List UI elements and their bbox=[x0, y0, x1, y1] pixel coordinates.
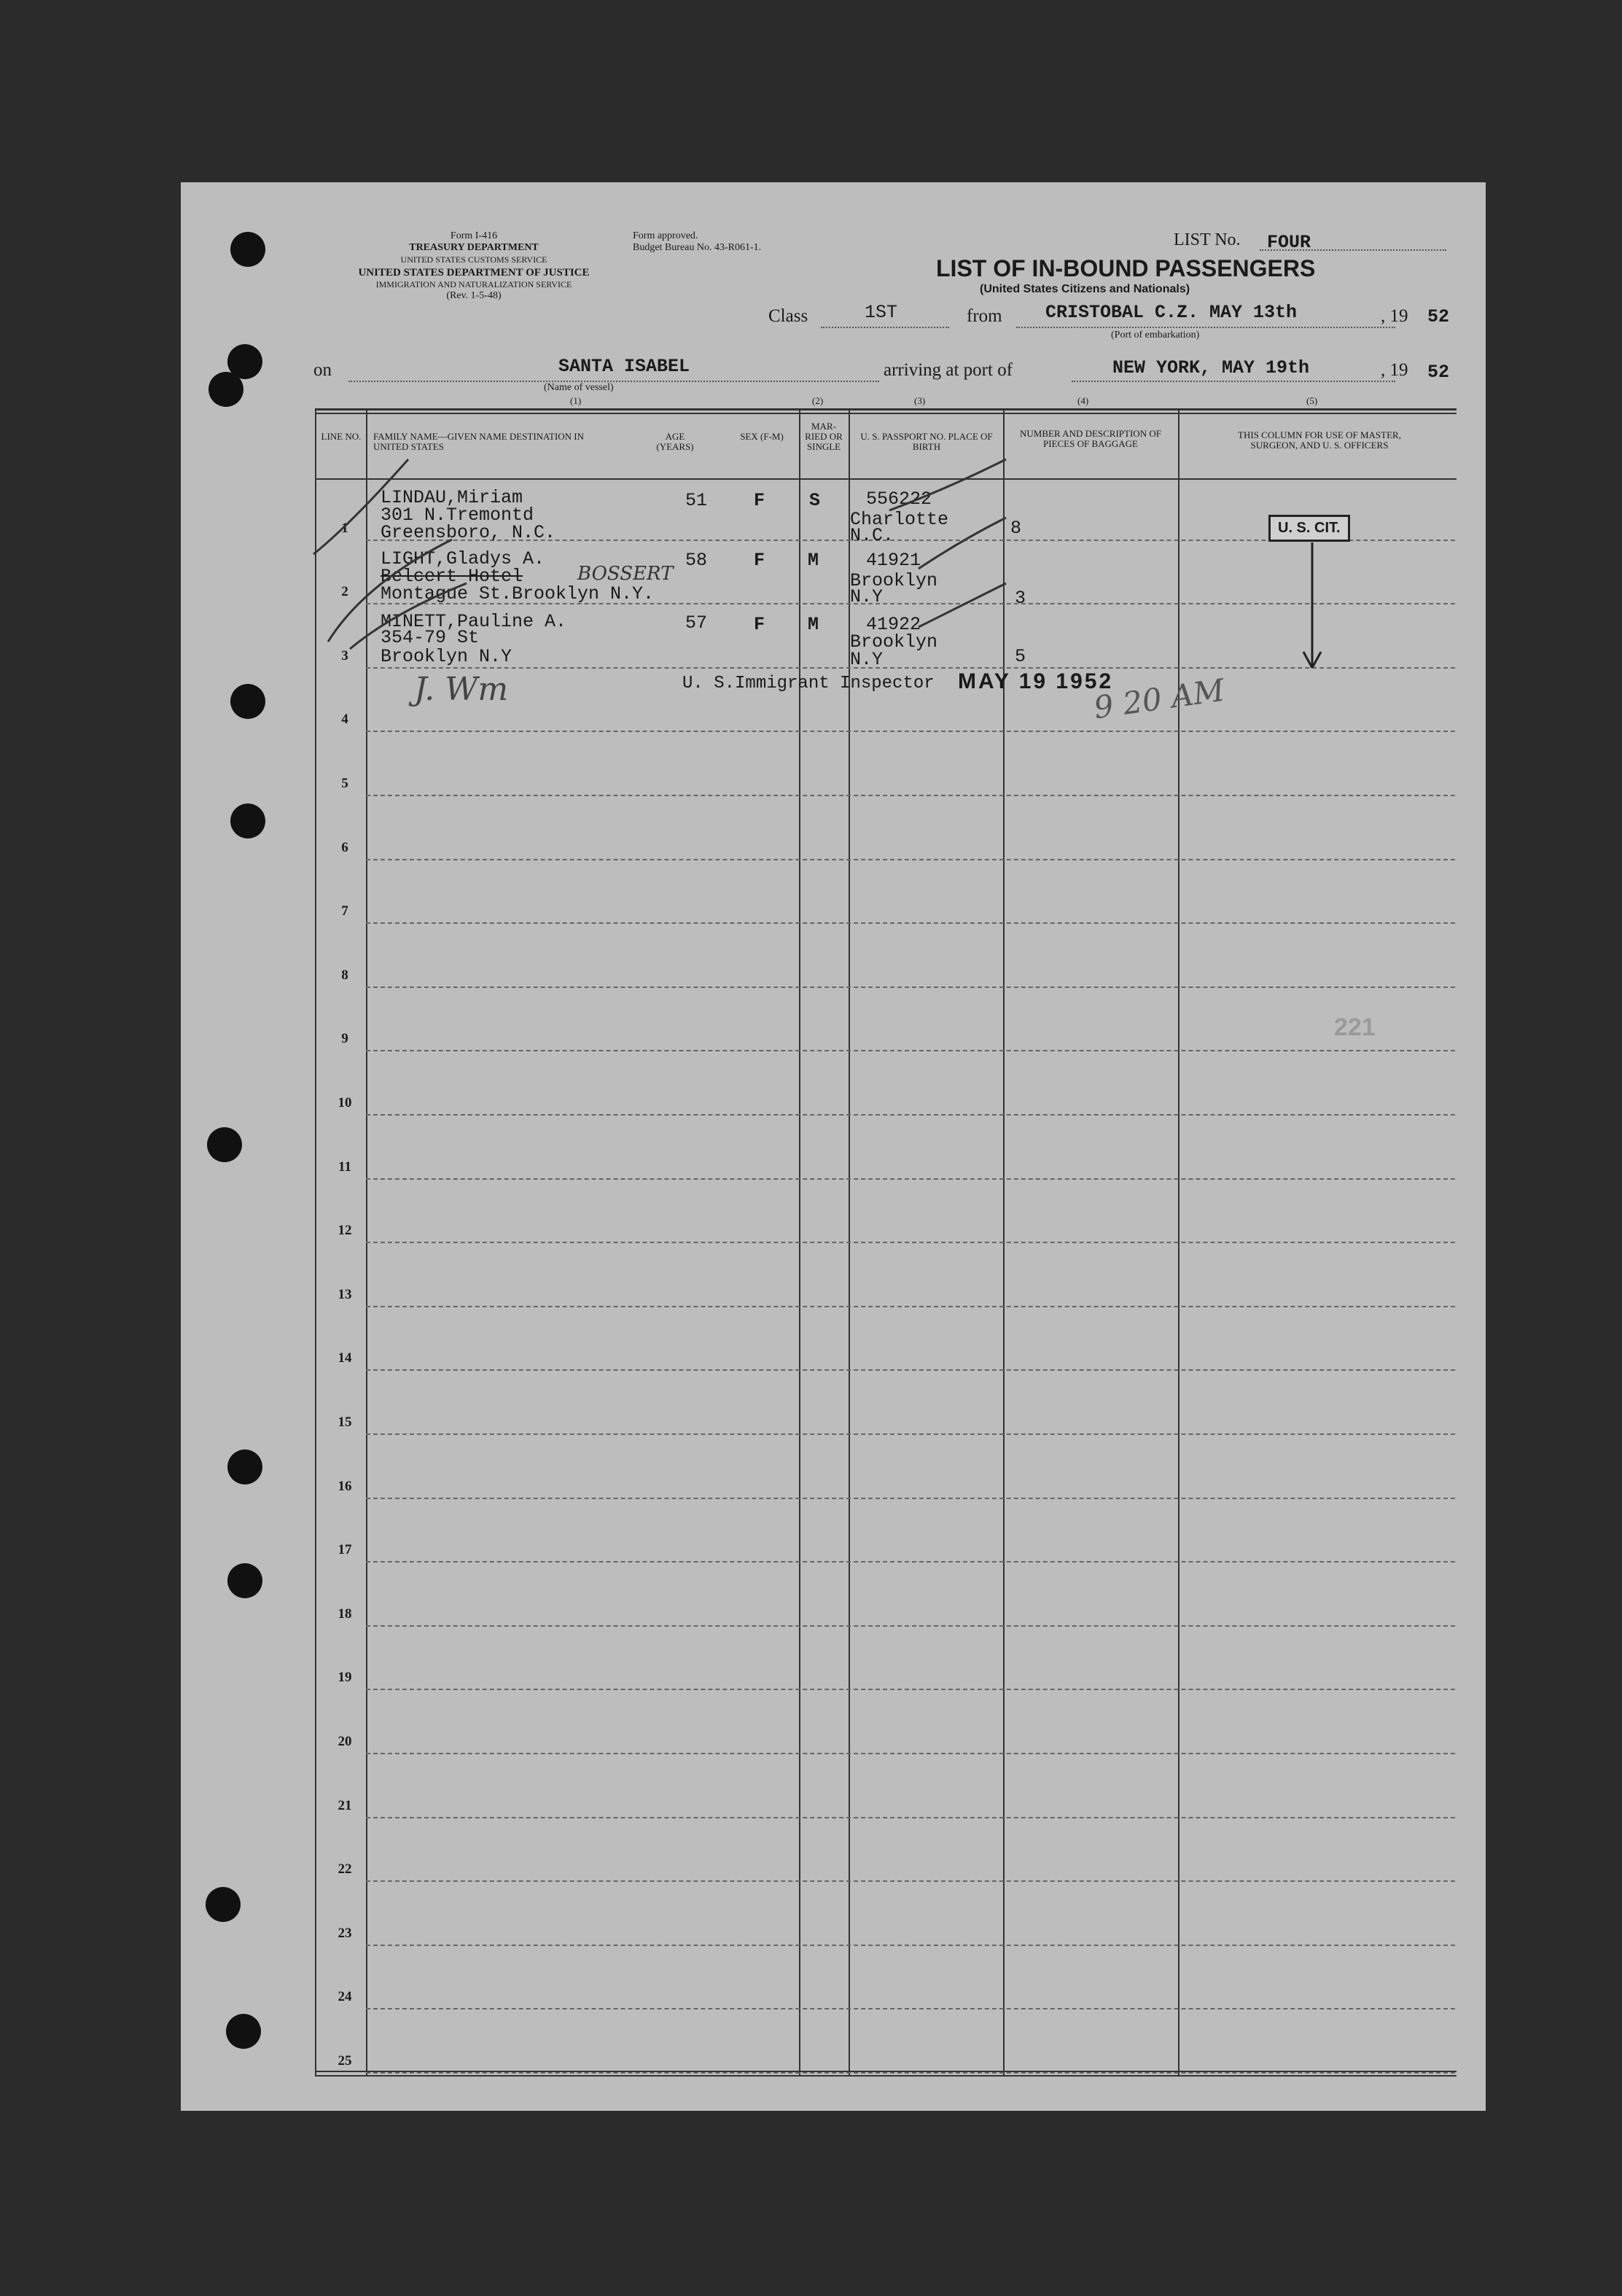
year-prefix-2: , 19 bbox=[1381, 360, 1408, 380]
passenger-name: LINDAU,Miriam bbox=[381, 487, 523, 508]
handwritten-correction: BOSSERT bbox=[577, 563, 674, 585]
line-number: 11 bbox=[338, 1159, 351, 1175]
col-header-line: LINE NO. bbox=[321, 431, 362, 442]
passenger-address: Montague St.Brooklyn N.Y. bbox=[381, 583, 655, 604]
vessel-name: SANTA ISABEL bbox=[558, 356, 690, 377]
year-value: 52 bbox=[1427, 306, 1450, 327]
from-label: from bbox=[967, 306, 1002, 326]
passenger-age: 51 bbox=[685, 490, 708, 511]
col-num: (1) bbox=[570, 395, 582, 406]
row-line bbox=[366, 1050, 1455, 1051]
col-header-age: AGE (YEARS) bbox=[656, 431, 694, 452]
line-number: 22 bbox=[338, 1861, 352, 1877]
line-number: 2 bbox=[341, 584, 348, 600]
line-number: 17 bbox=[338, 1542, 352, 1558]
col-header-officers: THIS COLUMN FOR USE OF MASTER, SURGEON, AND U. S. OFFICERS bbox=[1238, 429, 1401, 451]
approval-block bbox=[633, 230, 761, 254]
passenger-address: Greensboro, N.C. bbox=[381, 522, 556, 543]
col-num: (3) bbox=[914, 395, 926, 406]
col-num: (2) bbox=[812, 395, 824, 406]
passenger-sex: F bbox=[754, 490, 765, 511]
line-number: 6 bbox=[341, 839, 348, 855]
punch-hole bbox=[230, 232, 265, 267]
birthplace: Brooklyn bbox=[850, 570, 938, 591]
row-line bbox=[366, 1817, 1455, 1818]
birthplace: N.Y bbox=[850, 649, 884, 670]
inspection-time: 9 20 AM bbox=[1091, 672, 1227, 726]
inspector-signature: J. Wm bbox=[414, 671, 509, 708]
col-header-name: FAMILY NAME—GIVEN NAME DESTINATION IN UNITED STATES bbox=[373, 431, 585, 452]
row-line bbox=[366, 859, 1455, 860]
col-num: (5) bbox=[1306, 395, 1318, 406]
embarkation-value: CRISTOBAL C.Z. MAY 13th bbox=[1045, 302, 1298, 323]
punch-hole bbox=[208, 372, 243, 407]
page-subtitle: (United States Citizens and Nationals) bbox=[980, 283, 1190, 295]
list-label: LIST No. bbox=[1174, 230, 1241, 249]
passenger-sex: F bbox=[754, 614, 765, 635]
passport-number: 41921 bbox=[866, 550, 921, 571]
birthplace: N.Y bbox=[850, 586, 884, 607]
class-label: Class bbox=[768, 306, 808, 326]
line-number: 1 bbox=[341, 520, 348, 536]
row-line bbox=[366, 986, 1455, 988]
immigration-line: IMMIGRATION AND NATURALIZATION SERVICE bbox=[375, 279, 572, 289]
row-line bbox=[366, 2072, 1455, 2074]
birthplace: Brooklyn bbox=[850, 631, 938, 653]
col-header-married: MAR-RIED OR SINGLE bbox=[805, 421, 843, 452]
passenger-status: M bbox=[808, 614, 819, 635]
row-line bbox=[366, 1178, 1455, 1180]
passenger-name: LIGHT,Gladys A. bbox=[381, 548, 545, 569]
page-title: LIST OF IN-BOUND PASSENGERS bbox=[936, 255, 1316, 281]
inspection-date-stamp: MAY 19 1952 bbox=[958, 669, 1114, 693]
punch-hole bbox=[206, 1887, 241, 1922]
punch-hole bbox=[227, 1449, 262, 1484]
justice-line: UNITED STATES DEPARTMENT OF JUSTICE bbox=[358, 267, 590, 279]
form-header-block bbox=[313, 230, 634, 302]
passport-number: 41922 bbox=[866, 614, 921, 635]
class-value: 1ST bbox=[865, 302, 898, 323]
passenger-address: Belcert Hotel bbox=[381, 566, 523, 587]
line-number: 14 bbox=[338, 1350, 352, 1366]
row-line bbox=[366, 1945, 1455, 1946]
passport-number: 556222 bbox=[866, 489, 932, 510]
row-line bbox=[366, 922, 1455, 924]
punch-hole bbox=[227, 1563, 262, 1598]
birthplace: Charlotte bbox=[850, 509, 949, 530]
line-number: 25 bbox=[338, 2053, 352, 2069]
passenger-name: MINETT,Pauline A. bbox=[381, 611, 567, 632]
citizenship-stamp: U. S. CIT. bbox=[1268, 515, 1350, 542]
row-line bbox=[366, 1306, 1455, 1307]
line-number: 3 bbox=[341, 647, 348, 663]
arrival-value: NEW YORK, MAY 19th bbox=[1112, 357, 1310, 378]
line-number: 9 bbox=[341, 1031, 348, 1047]
passenger-sex: F bbox=[754, 550, 765, 571]
row-line bbox=[366, 1114, 1455, 1116]
check-marks bbox=[306, 452, 1035, 685]
row-line bbox=[366, 1625, 1455, 1627]
table-top-border bbox=[315, 408, 1457, 410]
line-number: 8 bbox=[341, 967, 348, 983]
line-number: 4 bbox=[341, 712, 348, 728]
passenger-address: Brooklyn N.Y bbox=[381, 646, 512, 667]
revision-line: (Rev. 1-5-48) bbox=[446, 290, 502, 301]
line-number: 18 bbox=[338, 1606, 352, 1622]
row-line bbox=[366, 1880, 1455, 1882]
passenger-status: S bbox=[809, 490, 821, 511]
row-line bbox=[366, 795, 1455, 796]
year-prefix: , 19 bbox=[1381, 306, 1408, 326]
arriving-label: arriving at port of bbox=[884, 360, 1013, 380]
col-header-sex: SEX (F-M) bbox=[740, 431, 784, 442]
punch-hole bbox=[230, 803, 265, 838]
passenger-age: 58 bbox=[685, 550, 708, 571]
col-num: (4) bbox=[1077, 395, 1089, 406]
list-value: FOUR bbox=[1267, 232, 1311, 253]
customs-line: UNITED STATES CUSTOMS SERVICE bbox=[400, 254, 547, 265]
line-number: 23 bbox=[338, 1925, 352, 1941]
on-label: on bbox=[313, 360, 332, 380]
line-number: 21 bbox=[338, 1797, 352, 1813]
row-line bbox=[366, 2008, 1455, 2009]
row-line bbox=[366, 731, 1455, 732]
punch-hole bbox=[207, 1127, 242, 1162]
row-line bbox=[366, 1689, 1455, 1690]
passenger-address: 354-79 St bbox=[381, 627, 480, 648]
year-value-2: 52 bbox=[1427, 362, 1450, 383]
stamp-arrow-icon bbox=[1298, 542, 1327, 674]
form-number: Form I-416 bbox=[450, 230, 498, 241]
punch-hole bbox=[226, 2014, 261, 2049]
line-number: 7 bbox=[341, 903, 348, 919]
line-number: 5 bbox=[341, 776, 348, 791]
vessel-caption: (Name of vessel) bbox=[544, 382, 614, 393]
row-line bbox=[366, 1242, 1455, 1243]
col-header-passport: U. S. PASSPORT NO. PLACE OF BIRTH bbox=[860, 431, 993, 452]
approval-line: Form approved. bbox=[633, 230, 698, 241]
budget-line: Budget Bureau No. 43-R061-1. bbox=[633, 242, 762, 253]
embarkation-caption: (Port of embarkation) bbox=[1111, 330, 1200, 340]
line-number: 16 bbox=[338, 1478, 352, 1494]
row-line bbox=[366, 1498, 1455, 1499]
page-number-stamp: 221 bbox=[1334, 1013, 1376, 1041]
baggage-count: 5 bbox=[1015, 646, 1026, 667]
passenger-status: M bbox=[808, 550, 819, 571]
line-number: 15 bbox=[338, 1414, 352, 1430]
passenger-address: 301 N.Tremontd bbox=[381, 505, 534, 526]
line-number: 13 bbox=[338, 1286, 352, 1302]
inspector-label: U. S.Immigrant Inspector bbox=[682, 674, 935, 693]
punch-hole bbox=[230, 684, 265, 719]
line-number: 24 bbox=[338, 1989, 352, 2005]
baggage-count: 3 bbox=[1015, 588, 1026, 609]
line-number: 10 bbox=[338, 1095, 352, 1110]
col-header-baggage: NUMBER AND DESCRIPTION OF PIECES OF BAGGAGE bbox=[1020, 428, 1161, 449]
row-line bbox=[366, 1753, 1455, 1754]
line-number: 19 bbox=[338, 1670, 352, 1686]
baggage-count: 8 bbox=[1010, 518, 1022, 539]
treasury-line: TREASURY DEPARTMENT bbox=[409, 242, 539, 253]
row-line bbox=[366, 1561, 1455, 1563]
passenger-age: 57 bbox=[685, 612, 708, 634]
line-number: 20 bbox=[338, 1734, 352, 1749]
row-line bbox=[366, 1369, 1455, 1371]
row-line bbox=[366, 1433, 1455, 1435]
line-number: 12 bbox=[338, 1223, 352, 1239]
birthplace: N.C. bbox=[850, 525, 894, 546]
